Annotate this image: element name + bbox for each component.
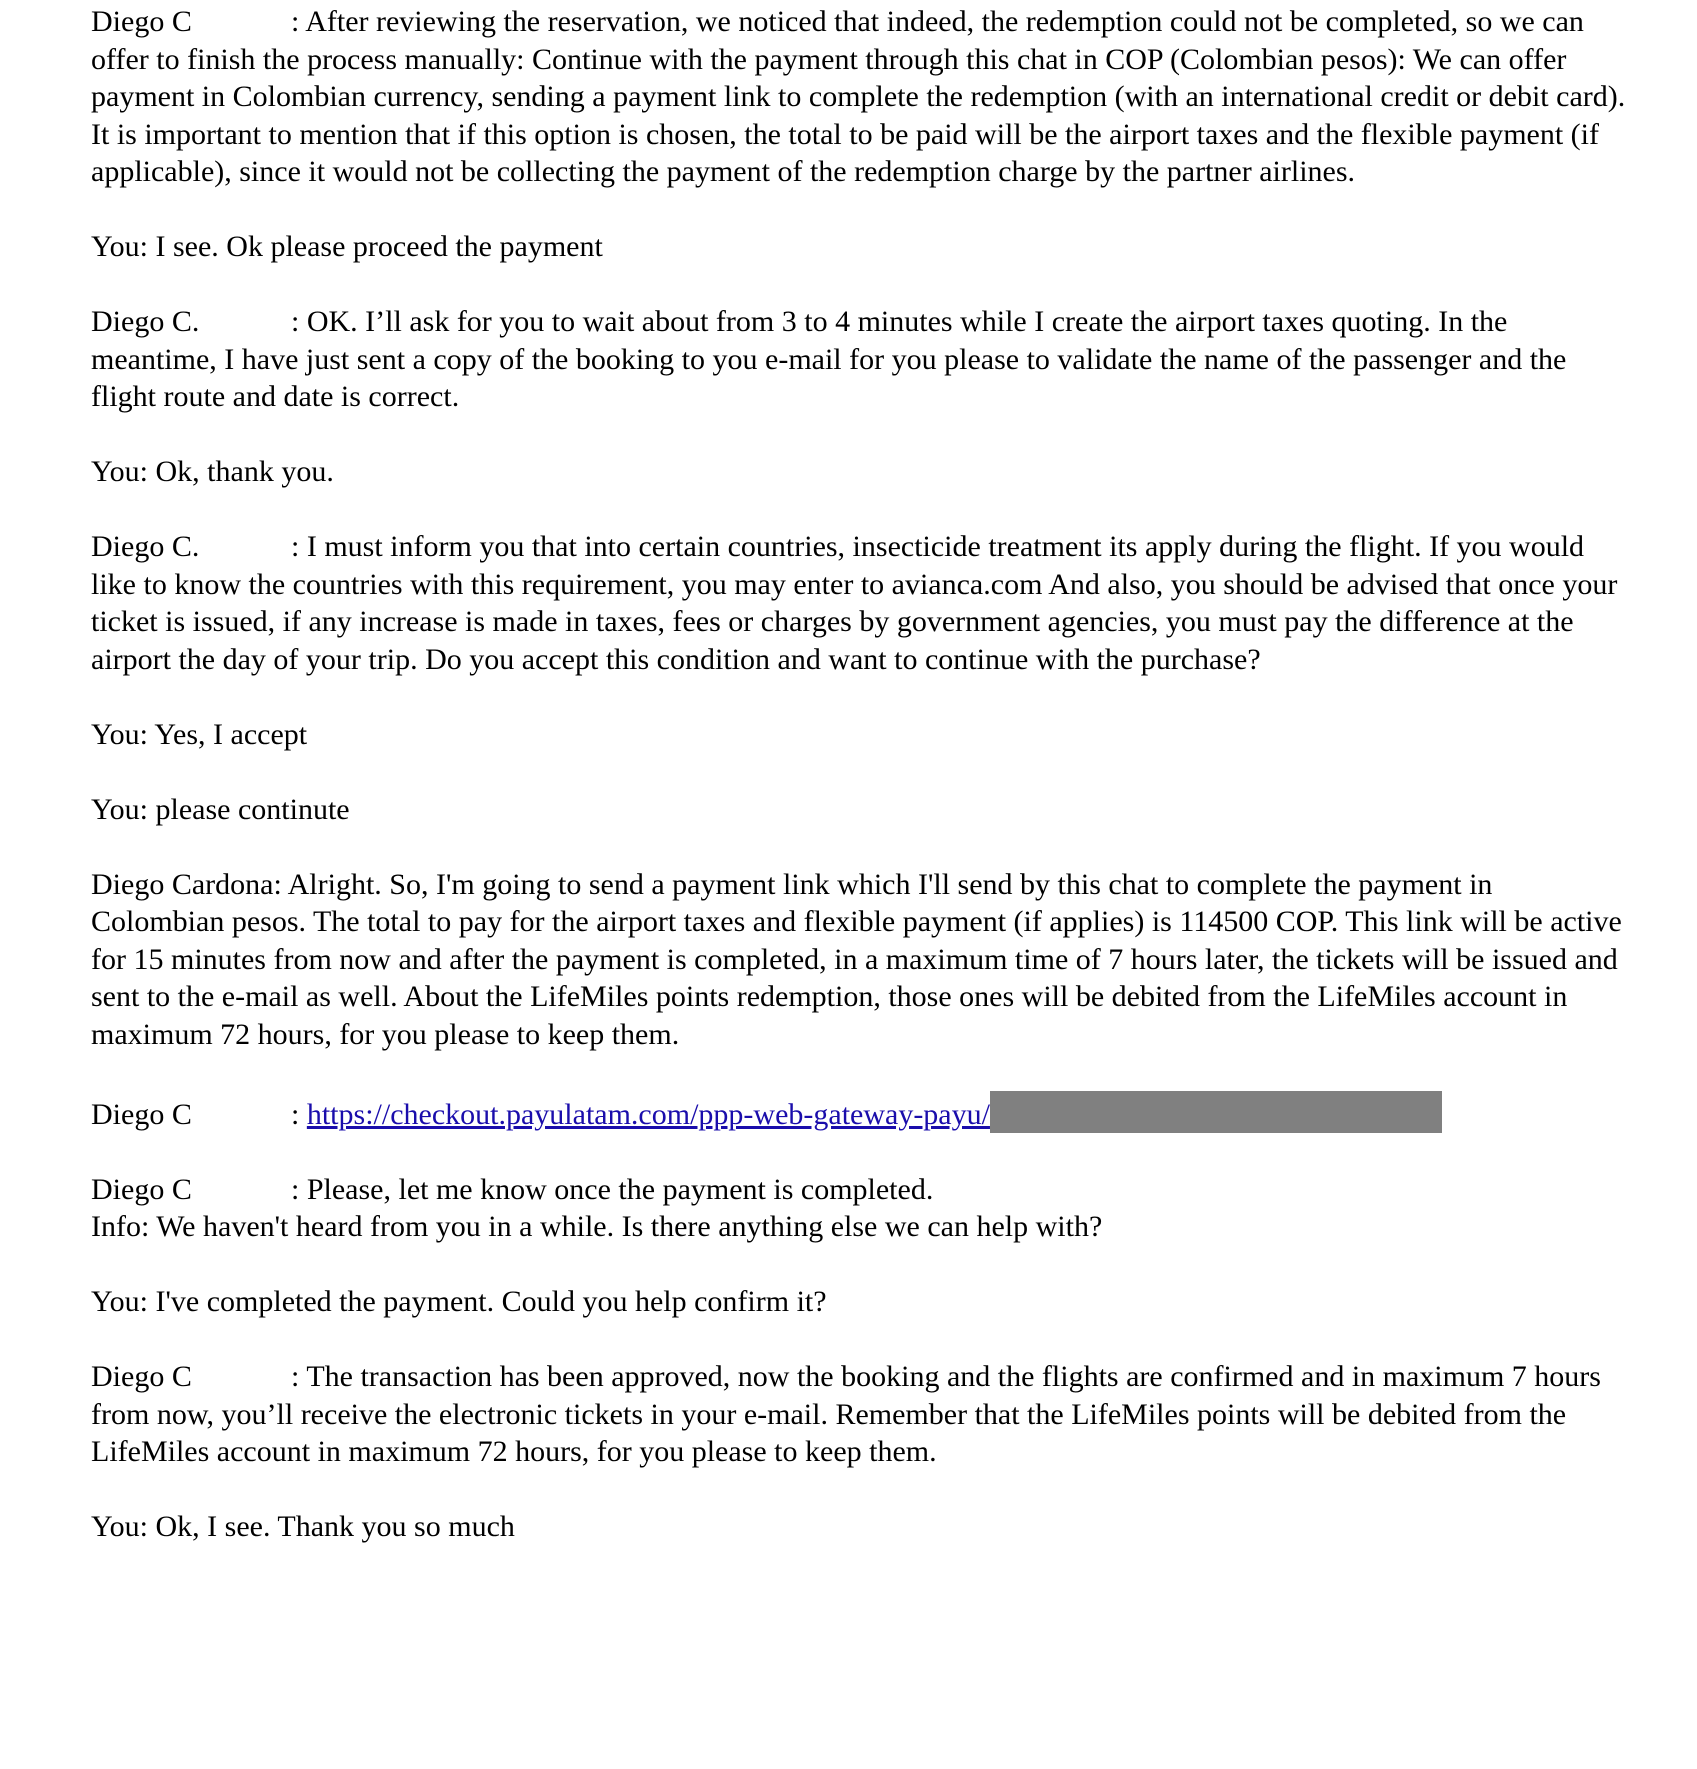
- speaker-name: Diego C: [91, 1172, 192, 1206]
- user-message: You: I've completed the payment. Could you help confirm it?: [91, 1285, 827, 1318]
- agent-message: [91, 3, 1631, 191]
- separator: :: [291, 530, 300, 563]
- message-text: After reviewing the reservation, we noticed that indeed, the redemption could not be completed, so we can offer to finish the process manually: Continue with the payment through this chat in COP (Colombian pesos): We can offer payment in Colombian currency, sending a payment link to complete the redemption (with an international credit or debit card). It is important to mention that if this option is chosen, the total to be paid will be the airport taxes and the flexible payment (if applicable), since it would not be collecting the payment of the redemption charge by the partner airlines.: [91, 5, 1626, 188]
- user-message: You: Yes, I accept: [91, 717, 308, 751]
- agent-message-link: [91, 1091, 1631, 1134]
- speaker-name: Diego C.: [91, 305, 200, 338]
- agent-message: [91, 528, 1631, 678]
- agent-message: [91, 303, 1631, 416]
- user-message: You: Ok, thank you.: [91, 455, 334, 488]
- message-text: The transaction has been approved, now the booking and the flights are confirmed and in maximum 7 hours from now, you’ll receive the electronic tickets in your e-mail. Remember that the LifeMiles points will be debited from the LifeMiles account in maximum 72 hours, for you please to keep them.: [91, 1360, 1601, 1468]
- message-text: I must inform you that into certain countries, insecticide treatment its apply during the flight. If you would like to know the countries with this requirement, you may enter to avianca.com And also, you should be advised that once your ticket is issued, if any increase is made in taxes, fees or charges by government agencies, you must pay the difference at the airport the day of your trip. Do you accept this condition and want to continue with the purchase?: [91, 530, 1618, 676]
- speaker-name: Diego C: [91, 1360, 192, 1393]
- separator: :: [291, 5, 300, 38]
- agent-message: Diego Cardona: Alright. So, I'm going to send a payment link which I'll send by this chat to complete the payment in Colombian pesos. The total to pay for the airport taxes and flexible payment (if applies) is 114500 COP. This link will be active for 15 minutes from now and after the payment is completed, in a maximum time of 7 hours later, the tickets will be issued and sent to the e-mail as well. About the LifeMiles points redemption, those ones will be debited from the LifeMiles account in maximum 72 hours, for you please to keep them.: [91, 867, 1622, 1051]
- user-message: You: please continute: [91, 792, 350, 826]
- payment-link[interactable]: https://checkout.payulatam.com/ppp-web-gateway-payu/: [306, 1097, 990, 1131]
- chat-transcript: [91, 0, 1631, 1546]
- agent-message: [91, 1358, 1631, 1471]
- message-text: Please, let me know once the payment is completed.: [306, 1172, 934, 1206]
- user-message: You: Ok, I see. Thank you so much: [91, 1510, 515, 1543]
- speaker-name: Diego C: [91, 1097, 192, 1131]
- separator: :: [291, 1360, 300, 1393]
- info-message: Info: We haven't heard from you in a while. Is there anything else we can help with?: [91, 1210, 1103, 1243]
- separator: :: [291, 305, 300, 338]
- redacted-block: [990, 1091, 1442, 1133]
- speaker-name: Diego C: [91, 5, 192, 38]
- user-message: You: I see. Ok please proceed the payment: [91, 230, 603, 263]
- message-text: OK. I’ll ask for you to wait about from 3 to 4 minutes while I create the airport taxes quoting. In the meantime, I have just sent a copy of the booking to you e-mail for you please to validate the name of the passenger and the flight route and date is correct.: [91, 305, 1567, 413]
- agent-message: [91, 1171, 1631, 1209]
- speaker-name: Diego C.: [91, 530, 200, 563]
- separator: :: [291, 1097, 300, 1131]
- separator: :: [291, 1172, 300, 1206]
